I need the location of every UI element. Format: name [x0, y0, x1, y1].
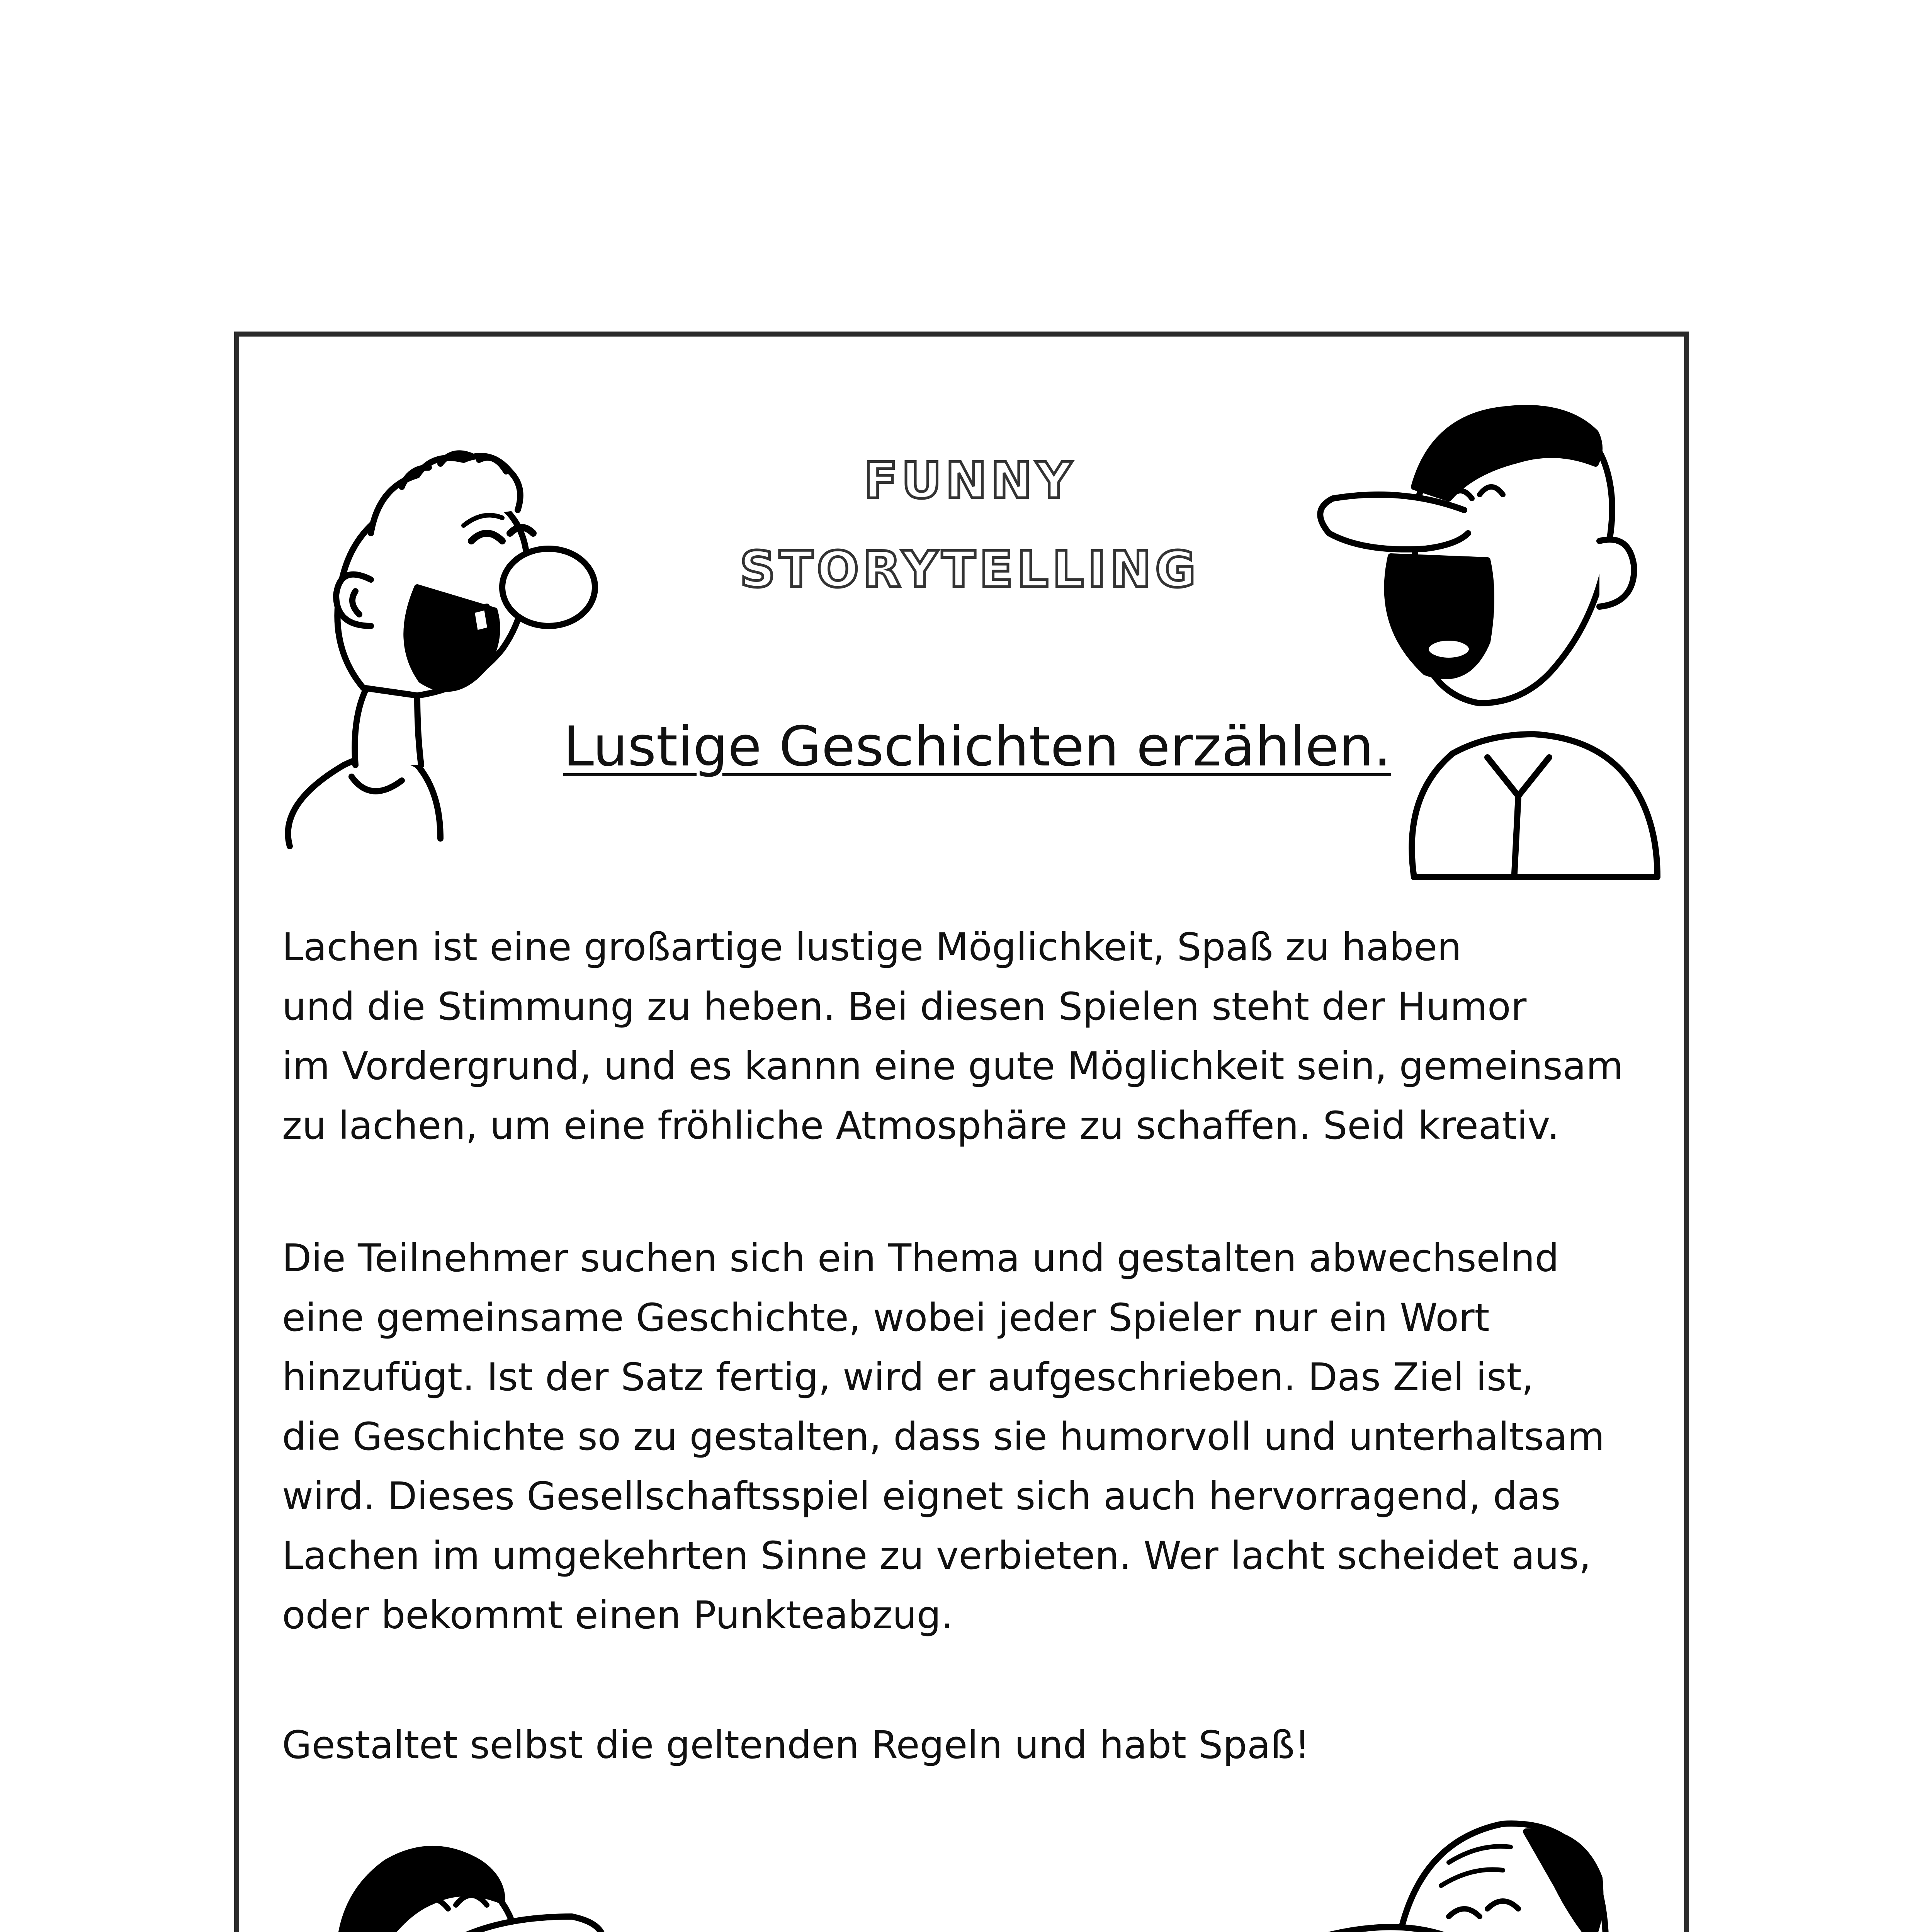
closing-paragraph — [282, 1716, 1657, 1775]
header-title-line2: STORYTELLING — [739, 541, 1200, 599]
rules-paragraph — [282, 1229, 1657, 1645]
laughing-man-bottom-left-illustration — [270, 1777, 657, 1932]
paragraph-line: Lachen im umgekehrten Sinne zu verbieten. Wer lacht scheidet aus, — [282, 1534, 1591, 1578]
paragraph-line: hinzufügt. Ist der Satz fertig, wird er aufgeschrieben. Das Ziel ist, — [282, 1355, 1534, 1400]
paragraph-line: die Geschichte so zu gestalten, dass sie humorvoll und unterhaltsam — [282, 1415, 1605, 1459]
paragraph-line: wird. Dieses Gesellschaftsspiel eignet sich auch hervorragend, das — [282, 1474, 1561, 1519]
page-subtitle: Lustige Geschichten erzählen. — [563, 715, 1391, 779]
paragraph-line: und die Stimmung zu heben. Bei diesen Spielen steht der Humor — [282, 985, 1527, 1029]
paragraph-line: Lachen ist eine großartige lustige Möglichkeit, Spaß zu haben — [282, 925, 1462, 969]
laughing-man-top-left-illustration — [255, 371, 699, 873]
laughing-man-bottom-right-illustration — [1263, 1801, 1681, 1932]
paragraph-line: eine gemeinsame Geschichte, wobei jeder Spieler nur ein Wort — [282, 1296, 1490, 1340]
laughing-man-top-right-illustration — [1286, 371, 1692, 885]
header-title-line1: FUNNY — [863, 452, 1076, 510]
paragraph-line: zu lachen, um eine fröhliche Atmosphäre zu schaffen. Seid kreativ. — [282, 1104, 1560, 1148]
paragraph-line: Die Teilnehmer suchen sich ein Thema und gestalten abwechselnd — [282, 1236, 1559, 1281]
intro-paragraph — [282, 918, 1657, 1156]
paragraph-line: im Vordergrund, und es kannn eine gute Möglichkeit sein, gemeinsam — [282, 1044, 1623, 1088]
paragraph-line: oder bekommt einen Punkteabzug. — [282, 1593, 953, 1638]
paragraph-line: Gestaltet selbst die geltenden Regeln und habt Spaß! — [282, 1723, 1310, 1767]
